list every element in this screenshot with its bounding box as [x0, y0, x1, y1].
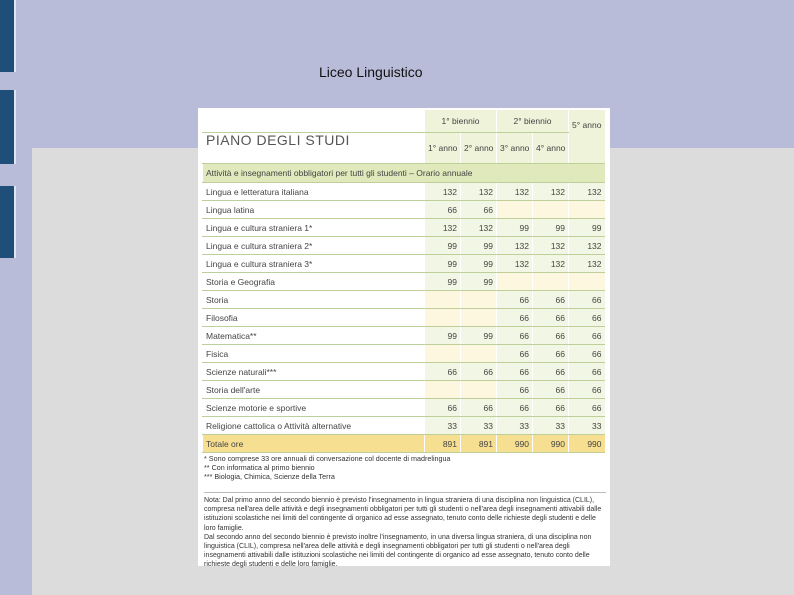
hours-cell: 66	[461, 399, 497, 417]
hours-cell: 66	[425, 399, 461, 417]
hours-cell	[569, 201, 605, 219]
hours-cell	[569, 273, 605, 291]
subject-row	[203, 219, 605, 237]
subject-name: Scienze naturali***	[203, 363, 425, 381]
hours-cell: 132	[461, 183, 497, 201]
total-cell: 990	[497, 435, 533, 453]
subject-row	[203, 327, 605, 345]
footnotes	[204, 454, 604, 481]
subject-name: Lingua e cultura straniera 2*	[203, 237, 425, 255]
hours-cell: 66	[533, 381, 569, 399]
subject-row	[203, 309, 605, 327]
hours-cell: 66	[533, 399, 569, 417]
note-paragraph: Nota: Dal primo anno del secondo biennio è previsto l'insegnamento in lingua straniera di una disciplina non linguistica (CLIL), compresa nell'area delle attività e degli insegnamenti obbligatori per tutti gli studenti o nell'area degli insegnamenti attivabili dalle istituzioni scolastiche nei limiti del contingente di organico ad esse assegnato, tenuto conto delle richieste degli studenti e delle loro famiglie.	[204, 497, 602, 532]
hours-cell	[461, 309, 497, 327]
hours-cell: 99	[461, 273, 497, 291]
subject-name: Storia e Geografia	[203, 273, 425, 291]
hours-cell	[461, 381, 497, 399]
group-header-2: 2° biennio	[497, 110, 569, 133]
year-header-2: 2° anno	[461, 133, 497, 164]
subject-name: Matematica**	[203, 327, 425, 345]
subject-name: Storia dell'arte	[203, 381, 425, 399]
subject-row	[203, 237, 605, 255]
subject-name: Fisica	[203, 345, 425, 363]
hours-cell	[461, 345, 497, 363]
hours-cell: 99	[425, 327, 461, 345]
group-header-1: 1° biennio	[425, 110, 497, 133]
note-block	[204, 492, 606, 570]
year-header-1: 1° anno	[425, 133, 461, 164]
hours-cell: 33	[497, 417, 533, 435]
subject-name: Lingua latina	[203, 201, 425, 219]
hours-cell: 132	[569, 255, 605, 273]
hours-cell: 66	[569, 327, 605, 345]
hours-cell	[425, 309, 461, 327]
footnote: * Sono comprese 33 ore annuali di conversazione col docente di madrelingua	[204, 454, 451, 463]
hours-cell: 132	[533, 237, 569, 255]
hours-cell: 66	[569, 309, 605, 327]
total-cell: 990	[533, 435, 569, 453]
total-cell: 891	[425, 435, 461, 453]
hours-cell: 66	[533, 309, 569, 327]
hours-cell: 33	[461, 417, 497, 435]
hours-cell: 99	[533, 219, 569, 237]
total-cell: 990	[569, 435, 605, 453]
hours-cell: 99	[461, 237, 497, 255]
subject-row	[203, 399, 605, 417]
hours-cell: 132	[569, 237, 605, 255]
hours-cell: 66	[425, 201, 461, 219]
subject-row	[203, 291, 605, 309]
hours-cell: 132	[425, 219, 461, 237]
subject-row	[203, 183, 605, 201]
hours-cell	[497, 273, 533, 291]
edge-bar-1	[0, 0, 16, 72]
total-label: Totale ore	[203, 435, 425, 453]
subject-name: Scienze motorie e sportive	[203, 399, 425, 417]
hours-cell: 132	[425, 183, 461, 201]
hours-cell: 66	[497, 345, 533, 363]
hours-cell: 66	[533, 363, 569, 381]
section-label: Attività e insegnamenti obbligatori per tutti gli studenti – Orario annuale	[203, 164, 605, 183]
footnote: ** Con informatica al primo biennio	[204, 463, 315, 472]
edge-bar-2	[0, 90, 16, 164]
study-plan-table	[202, 110, 605, 453]
header-blank	[203, 110, 425, 133]
hours-cell: 99	[461, 327, 497, 345]
hours-cell: 99	[425, 255, 461, 273]
subject-row	[203, 381, 605, 399]
header-row-groups	[203, 110, 605, 133]
hours-cell	[497, 201, 533, 219]
hours-cell: 33	[425, 417, 461, 435]
hours-cell: 66	[497, 381, 533, 399]
hours-cell: 33	[569, 417, 605, 435]
hours-cell	[461, 291, 497, 309]
subject-row	[203, 363, 605, 381]
edge-bar-3	[0, 186, 16, 258]
hours-cell: 99	[425, 273, 461, 291]
total-row	[203, 435, 605, 453]
hours-cell: 99	[425, 237, 461, 255]
hours-cell: 132	[533, 183, 569, 201]
hours-cell: 66	[533, 327, 569, 345]
hours-cell	[425, 381, 461, 399]
study-plan-document	[198, 108, 610, 569]
hours-cell	[425, 291, 461, 309]
hours-cell: 132	[461, 219, 497, 237]
hours-cell: 66	[533, 291, 569, 309]
hours-cell: 66	[569, 381, 605, 399]
section-row	[203, 164, 605, 183]
subject-row	[203, 201, 605, 219]
subject-row	[203, 417, 605, 435]
hours-cell: 99	[461, 255, 497, 273]
hours-cell: 66	[497, 309, 533, 327]
hours-cell: 33	[533, 417, 569, 435]
subject-name: Religione cattolica o Attività alternative	[203, 417, 425, 435]
slide-title: Liceo Linguistico	[319, 64, 423, 80]
hours-cell: 66	[461, 201, 497, 219]
subject-name: Lingua e cultura straniera 3*	[203, 255, 425, 273]
hours-cell: 66	[569, 345, 605, 363]
subject-name: Lingua e cultura straniera 1*	[203, 219, 425, 237]
hours-cell: 132	[497, 183, 533, 201]
hours-cell: 66	[569, 291, 605, 309]
subject-row	[203, 345, 605, 363]
hours-cell: 66	[497, 327, 533, 345]
year-header-3: 3° anno	[497, 133, 533, 164]
hours-cell: 99	[497, 219, 533, 237]
hours-cell: 132	[497, 237, 533, 255]
plan-title: PIANO DEGLI STUDI	[206, 132, 350, 148]
total-cell: 891	[461, 435, 497, 453]
hours-cell: 66	[533, 345, 569, 363]
hours-cell: 99	[569, 219, 605, 237]
hours-cell: 66	[497, 291, 533, 309]
hours-cell	[533, 273, 569, 291]
year-header-4: 4° anno	[533, 133, 569, 164]
hours-cell: 132	[533, 255, 569, 273]
hours-cell: 66	[497, 399, 533, 417]
hours-cell: 132	[569, 183, 605, 201]
hours-cell: 66	[497, 363, 533, 381]
hours-cell	[425, 345, 461, 363]
subject-row	[203, 255, 605, 273]
hours-cell: 66	[569, 363, 605, 381]
year-header-5: 5° anno	[569, 110, 605, 164]
hours-cell	[533, 201, 569, 219]
subject-row	[203, 273, 605, 291]
hours-cell: 66	[425, 363, 461, 381]
subject-name: Lingua e letteratura italiana	[203, 183, 425, 201]
hours-cell: 66	[569, 399, 605, 417]
note-paragraph: Dal secondo anno del secondo biennio è previsto inoltre l'insegnamento, in una diversa lingua straniera, di una disciplina non linguistica (CLIL), compresa nell'area delle attività e degli insegnamenti obbligatori per tutti gli studenti o nell'area degli insegnamenti attivabili dalle istituzioni scolastiche nei limiti del contingente di organico ad esse assegnato, tenuto conto delle richieste degli studenti e delle loro famiglie.	[204, 533, 592, 569]
footnote: *** Biologia, Chimica, Scienze della Terra	[204, 472, 335, 481]
subject-name: Filosofia	[203, 309, 425, 327]
subject-name: Storia	[203, 291, 425, 309]
hours-cell: 132	[497, 255, 533, 273]
hours-cell: 66	[461, 363, 497, 381]
